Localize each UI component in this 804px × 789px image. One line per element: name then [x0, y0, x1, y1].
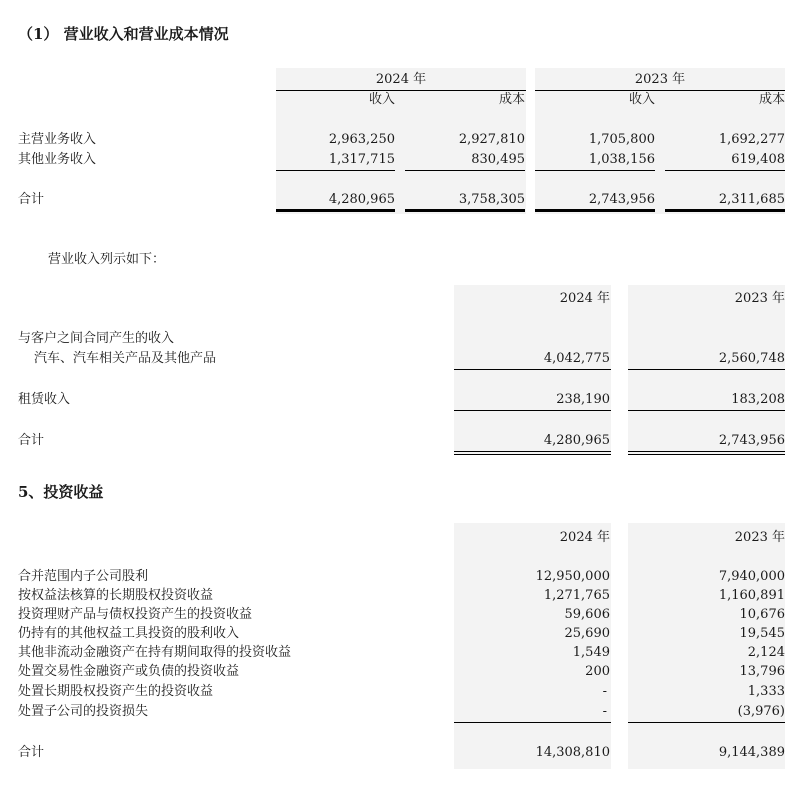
- cell-value: 1,705,800: [588, 132, 655, 147]
- total-rule: [535, 209, 655, 212]
- col-header-revenue-2024: 收入: [368, 92, 395, 107]
- year-header-2023: 2023 年: [634, 72, 686, 87]
- cell-value: 2,963,250: [328, 132, 395, 147]
- cell-value: 1,692,277: [718, 132, 785, 147]
- subtotal-rule: [405, 170, 525, 171]
- row-label: 其他非流动金融资产在持有期间取得的投资收益: [18, 645, 292, 660]
- cell-value: 4,042,775: [543, 351, 610, 366]
- cell-value: 1,160,891: [718, 588, 785, 603]
- total-value: 4,280,965: [328, 192, 395, 207]
- cell-value: 619,408: [731, 152, 785, 167]
- subtotal-rule: [454, 722, 611, 723]
- cell-value: 1,038,156: [588, 152, 655, 167]
- row-label: 按权益法核算的长期股权投资收益: [18, 588, 214, 603]
- total-label: 合计: [18, 192, 45, 207]
- total-value: 2,311,685: [718, 192, 785, 207]
- row-label: 租赁收入: [18, 392, 71, 407]
- group-label: 与客户之间合同产生的收入: [18, 331, 175, 346]
- subtotal-rule: [665, 170, 785, 171]
- cell-value: 13,796: [739, 664, 785, 679]
- shade-2023: [628, 285, 785, 455]
- cell-value: 2,927,810: [458, 132, 525, 147]
- total-label: 合计: [18, 433, 45, 448]
- year-rule-2024: [276, 90, 526, 91]
- row-rule: [628, 369, 785, 370]
- col-header-cost-2024: 成本: [498, 92, 525, 107]
- year-rule-2023: [535, 90, 785, 91]
- total-value: 9,144,389: [718, 745, 785, 760]
- row-rule: [454, 410, 611, 411]
- cell-value: 1,317,715: [328, 152, 395, 167]
- total-value: 3,758,305: [458, 192, 525, 207]
- row-label: 处置交易性金融资产或负债的投资收益: [18, 664, 240, 679]
- cell-value: 7,940,000: [718, 569, 785, 584]
- total-rule: [665, 209, 785, 212]
- cell-value: 2,560,748: [718, 351, 785, 366]
- total-value: 2,743,956: [718, 433, 785, 448]
- cell-value: 19,545: [739, 626, 785, 641]
- cell-value: 12,950,000: [535, 569, 610, 584]
- year-header-2024: 2024 年: [559, 291, 610, 306]
- cell-value: -: [602, 704, 607, 719]
- year-header-2023: 2023 年: [734, 530, 785, 545]
- cell-value: -: [602, 684, 607, 699]
- row-label: 处置子公司的投资损失: [18, 704, 149, 719]
- total-double-rule: [628, 451, 785, 455]
- total-label: 合计: [18, 745, 45, 760]
- row-label: 其他业务收入: [18, 152, 97, 167]
- section-heading-revenue-cost: （1） 营业收入和营业成本情况: [18, 25, 229, 43]
- year-header-2023: 2023 年: [734, 291, 785, 306]
- row-label: 处置长期股权投资产生的投资收益: [18, 684, 214, 699]
- cell-value: 830,495: [471, 152, 525, 167]
- row-label: 仍持有的其他权益工具投资的股利收入: [18, 626, 240, 641]
- subtotal-rule: [628, 722, 785, 723]
- cell-value: 25,690: [564, 626, 610, 641]
- cell-value: 1,549: [572, 645, 610, 660]
- cell-value: 10,676: [739, 607, 785, 622]
- cell-value: 2,124: [747, 645, 785, 660]
- cell-value: 59,606: [564, 607, 610, 622]
- intro-text: 营业收入列示如下：: [48, 252, 166, 267]
- row-label: 合并范围内子公司股利: [18, 569, 149, 584]
- year-header-2024: 2024 年: [559, 530, 610, 545]
- cell-value: 238,190: [556, 392, 610, 407]
- total-rule: [276, 209, 395, 212]
- total-value: 14,308,810: [535, 745, 610, 760]
- total-rule: [405, 209, 525, 212]
- row-label: 投资理财产品与债权投资产生的投资收益: [18, 607, 253, 622]
- section-heading-investment-income: 5、投资收益: [18, 483, 104, 501]
- col-header-revenue-2023: 收入: [628, 92, 655, 107]
- shade-2024: [454, 285, 611, 455]
- total-value: 4,280,965: [543, 433, 610, 448]
- subtotal-rule: [535, 170, 655, 171]
- row-rule: [454, 369, 611, 370]
- row-label: 汽车、汽车相关产品及其他产品: [34, 351, 217, 366]
- cell-value: 1,271,765: [543, 588, 610, 603]
- row-label: 主营业务收入: [18, 132, 97, 147]
- cell-value: (3,976): [737, 704, 785, 719]
- total-double-rule: [454, 451, 611, 455]
- cell-value: 200: [585, 664, 610, 679]
- subtotal-rule: [276, 170, 395, 171]
- row-rule: [628, 410, 785, 411]
- cell-value: 1,333: [747, 684, 785, 699]
- year-header-2024: 2024 年: [375, 72, 427, 87]
- total-value: 2,743,956: [588, 192, 655, 207]
- col-header-cost-2023: 成本: [758, 92, 785, 107]
- cell-value: 183,208: [731, 392, 785, 407]
